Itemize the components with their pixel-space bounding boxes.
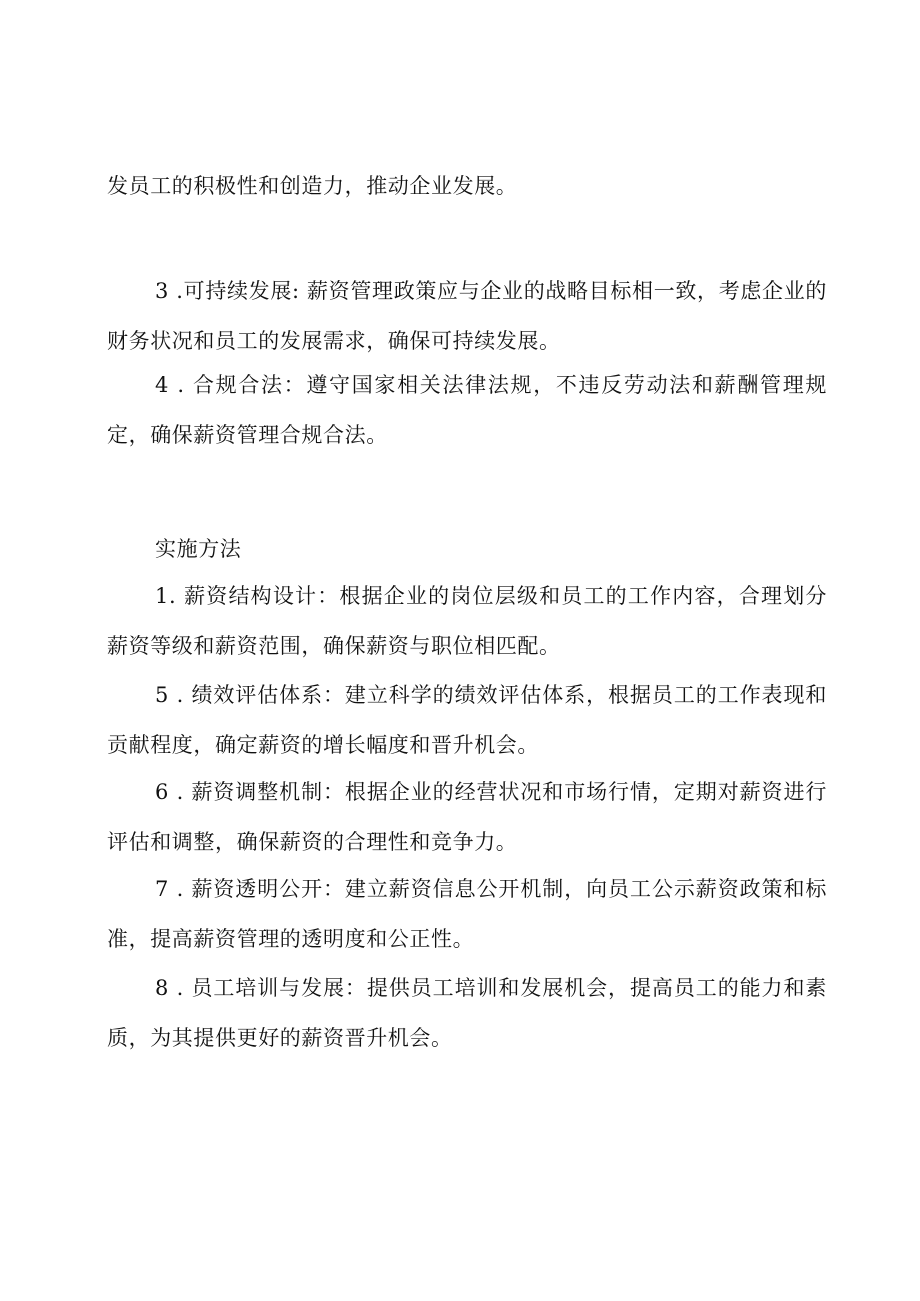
paragraph-sustainable-development: 3 .可持续发展: 薪资管理政策应与企业的战略目标相一致，考虑企业的财务状况和员工的发展需求，确保可持续发展。 — [107, 279, 827, 353]
paragraph-salary-adjustment: 6 . 薪资调整机制：根据企业的经营状况和市场行情，定期对薪资进行评估和调整，确保薪资的合理性和竞争力。 — [107, 780, 827, 854]
paragraph-training-development: 8 . 员工培训与发展：提供员工培训和发展机会，提高员工的能力和素质，为其提供更好的薪资晋升机会。 — [107, 976, 827, 1050]
section-heading-implementation: 实施方法 — [155, 537, 242, 561]
paragraph-salary-transparency: 7 . 薪资透明公开：建立薪资信息公开机制，向员工公示薪资政策和标准，提高薪资管理的透明度和公正性。 — [107, 877, 827, 951]
paragraph-salary-structure: 1. 薪资结构设计：根据企业的岗位层级和员工的工作内容，合理划分薪资等级和薪资范围，确保薪资与职位相匹配。 — [107, 584, 827, 658]
paragraph-performance-evaluation: 5 . 绩效评估体系：建立科学的绩效评估体系，根据员工的工作表现和贡献程度，确定薪资的增长幅度和晋升机会。 — [107, 683, 827, 757]
paragraph-compliance: 4 . 合规合法：遵守国家相关法律法规，不违反劳动法和薪酬管理规定，确保薪资管理合规合法。 — [107, 373, 827, 447]
paragraph-continuation: 发员工的积极性和创造力，推动企业发展。 — [107, 174, 518, 198]
